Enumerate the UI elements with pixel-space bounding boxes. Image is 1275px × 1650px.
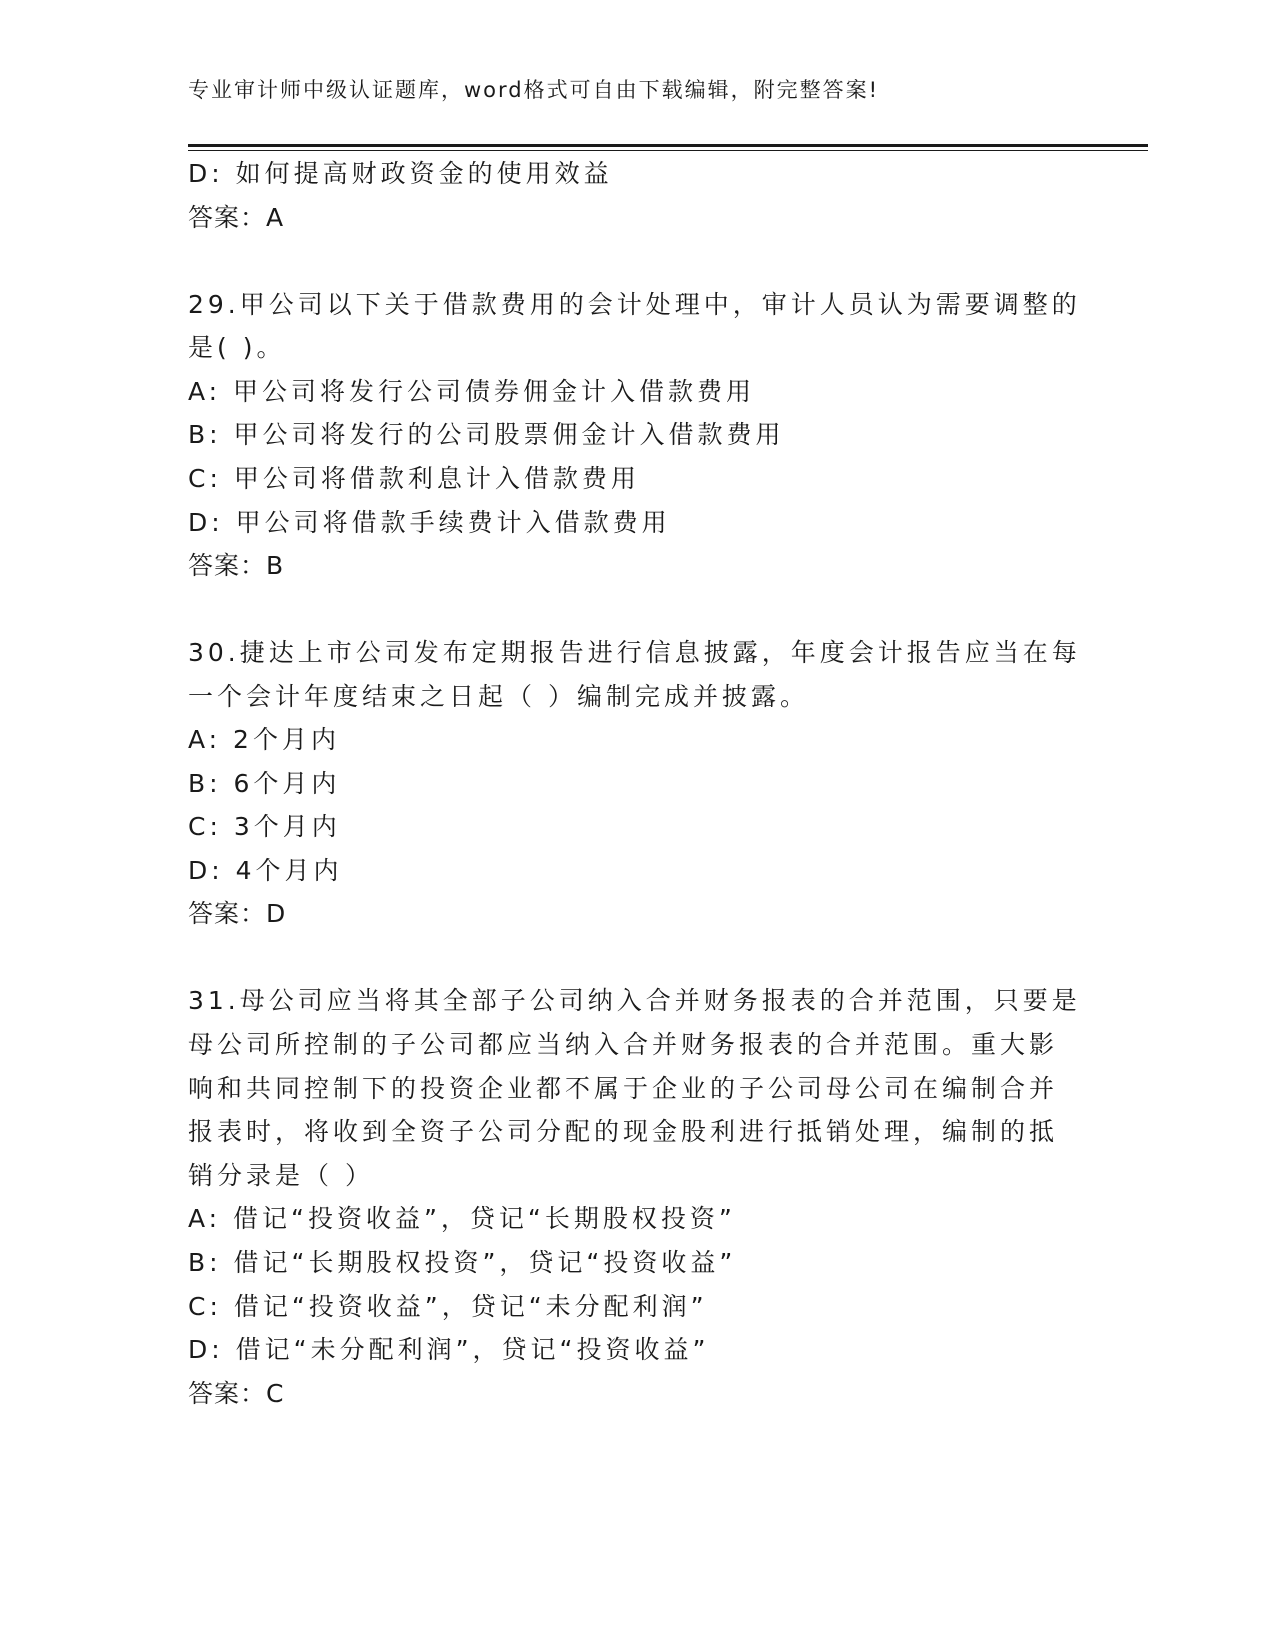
option-c: C: 甲公司将借款利息计入借款费用: [188, 464, 640, 493]
question-stem: 是( )。: [188, 333, 286, 362]
question-stem: 报表时，将收到全资子公司分配的现金股利进行抵销处理，编制的抵: [188, 1117, 1059, 1146]
header-rule-thin: [188, 150, 1148, 151]
option-b: B: 6个月内: [188, 769, 341, 798]
option-a: A: 2个月内: [188, 725, 340, 754]
question-stem: 29.甲公司以下关于借款费用的会计处理中，审计人员认为需要调整的: [188, 290, 1081, 319]
question-stem: 一个会计年度结束之日起（ ）编制完成并披露。: [188, 682, 809, 711]
answer-line: 答案：A: [188, 203, 285, 232]
answer-line: 答案：C: [188, 1379, 285, 1408]
option-d: D: 4个月内: [188, 856, 343, 885]
option-b: B: 借记“长期股权投资”，贷记“投资收益”: [188, 1248, 737, 1277]
question-stem: 30.捷达上市公司发布定期报告进行信息披露，年度会计报告应当在每: [188, 638, 1081, 667]
option-b: B: 甲公司将发行的公司股票佣金计入借款费用: [188, 420, 785, 449]
answer-line: 答案：B: [188, 551, 285, 580]
header-rule-thick: [188, 144, 1148, 147]
question-stem: 31.母公司应当将其全部子公司纳入合并财务报表的合并范围，只要是: [188, 986, 1081, 1015]
header-text: 专业审计师中级认证题库，word格式可自由下载编辑，附完整答案!: [188, 78, 880, 102]
option-c: C: 借记“投资收益”，贷记“未分配利润”: [188, 1292, 708, 1321]
question-stem: 销分录是（ ）: [188, 1161, 374, 1190]
option-c: C: 3个月内: [188, 812, 341, 841]
option-d: D: 甲公司将借款手续费计入借款费用: [188, 508, 671, 537]
question-stem: 母公司所控制的子公司都应当纳入合并财务报表的合并范围。重大影: [188, 1030, 1059, 1059]
option-a: A: 甲公司将发行公司债券佣金计入借款费用: [188, 377, 756, 406]
option-d: D: 如何提高财政资金的使用效益: [188, 159, 613, 188]
option-a: A: 借记“投资收益”，贷记“长期股权投资”: [188, 1204, 736, 1233]
answer-line: 答案：D: [188, 899, 287, 928]
option-d: D: 借记“未分配利润”，贷记“投资收益”: [188, 1335, 710, 1364]
question-stem: 响和共同控制下的投资企业都不属于企业的子公司母公司在编制合并: [188, 1074, 1059, 1103]
